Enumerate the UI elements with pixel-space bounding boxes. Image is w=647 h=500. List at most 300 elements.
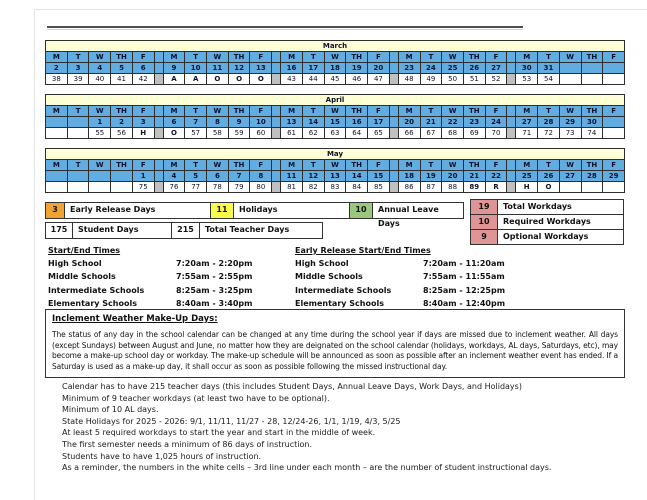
date-cell: 3 [132,117,154,128]
date-cell: 29 [603,171,625,182]
day-header-cell: T [185,52,207,63]
value-cell: H [132,128,154,139]
page-edge-horizontal [34,9,647,10]
value-cell: 54 [538,74,560,85]
date-cell: 4 [163,171,185,182]
date-cell: 1 [89,117,111,128]
date-cell: 6 [163,117,185,128]
value-cell: 46 [346,74,368,85]
value-cell: 71 [516,128,538,139]
day-header-cell: TH [581,106,603,117]
spacer-cell [507,74,516,85]
day-header-cell: TH [228,106,250,117]
day-header-cell: TH [346,160,368,171]
month-table-april [45,94,625,139]
spacer-cell [389,160,398,171]
time-value: 7:55am - 11:55am [423,272,505,282]
day-header-cell: F [603,52,625,63]
date-cell: 27 [559,171,581,182]
day-header-cell: M [46,160,68,171]
note-line: Students have to have 1,025 hours of instruction. [62,451,262,461]
legend-label: Student Days [78,225,139,234]
date-cell: 28 [581,171,603,182]
spacer-cell [272,52,281,63]
day-header-cell: M [281,160,303,171]
legend-row [471,215,623,230]
legend-count: 10 [471,215,498,229]
legend-count: 19 [471,200,498,214]
value-cell [67,182,89,193]
day-header-cell: TH [228,52,250,63]
date-cell: 16 [281,63,303,74]
day-header-cell: W [207,160,229,171]
note-line: The first semester needs a minimum of 86 days of instruction. [62,439,312,449]
date-cell: 19 [346,63,368,74]
value-cell [111,182,133,193]
legend-label: Holidays [239,205,278,214]
spacer-cell [389,106,398,117]
time-value: 7:20am - 2:20pm [176,259,253,268]
value-cell: 49 [420,74,442,85]
time-row [295,273,595,282]
day-header-row [46,52,625,63]
date-cell: 22 [442,117,464,128]
early-release-times-title: Early Release Start/End Times [295,246,431,255]
date-cell: 23 [463,117,485,128]
spacer-cell [272,106,281,117]
date-cell [603,63,625,74]
legend-row [471,230,623,244]
value-cell: 85 [368,182,390,193]
school-label: High School [48,259,102,268]
spacer-cell [154,63,163,74]
value-cell: 40 [89,74,111,85]
date-cell: 20 [368,63,390,74]
value-cell: 38 [46,74,68,85]
time-value: 8:25am - 12:25pm [423,285,506,295]
date-cell: 2 [46,63,68,74]
date-cell: 4 [89,63,111,74]
start-end-times-section [48,246,288,314]
value-cell: 87 [420,182,442,193]
spacer-cell [507,171,516,182]
date-cell: 7 [228,171,250,182]
date-cell: 21 [463,171,485,182]
page-edge-vertical [34,9,35,500]
day-header-cell: M [516,160,538,171]
value-cell: 70 [485,128,507,139]
day-header-cell: T [302,52,324,63]
calendar-may [45,148,625,193]
note-line: Minimum of 10 AL days. [62,405,159,415]
date-cell: 8 [207,117,229,128]
time-value: 8:40am - 12:40pm [423,299,506,309]
legend-count: 175 [46,223,73,238]
inclement-weather-body: The status of any day in the school calendar can be changed at any time during the school year if days are missed due to inclement weather. All days (except Sundays) between August and June, no matter how they are deignated on the school calendar (holidays, workdays, AL days, Saturdays, etc), may become a make-up school day or workday. The make-up schedule will be announced as soon as possible after an inclement weather event has ended. If a Saturday is used as a make-up day, it shall occur as soon as possible following the missed instructional day. [52,330,618,371]
time-row [48,260,288,269]
date-row [46,117,625,128]
date-cell: 3 [67,63,89,74]
date-cell: 12 [228,63,250,74]
spacer-cell [154,182,163,193]
legend-count: 11 [210,203,234,218]
value-cell: 64 [346,128,368,139]
date-cell: 2 [111,117,133,128]
spacer-cell [154,52,163,63]
value-cell [603,182,625,193]
legend-row-day-counts [45,222,323,239]
date-cell: 11 [281,171,303,182]
school-label: Intermediate Schools [48,285,145,295]
value-cell: 43 [281,74,303,85]
day-header-cell: M [516,106,538,117]
value-cell [603,128,625,139]
date-cell: 1 [132,171,154,182]
day-header-cell: M [516,52,538,63]
day-header-cell: M [281,106,303,117]
spacer-cell [154,160,163,171]
date-cell: 13 [250,63,272,74]
note-line: State Holidays for 2025 - 2026: 9/1, 11/11, 11/27 - 28, 12/24-26, 1/1, 1/19, 4/3, 5/25 [62,416,401,426]
day-header-cell: F [250,160,272,171]
day-header-cell: T [538,160,560,171]
value-cell: 60 [250,128,272,139]
time-value: 7:20am - 11:20am [423,259,505,268]
spacer-cell [154,128,163,139]
spacer-cell [507,117,516,128]
date-cell: 24 [420,63,442,74]
month-name: March [46,41,625,52]
day-header-cell: W [89,160,111,171]
date-cell: 7 [185,117,207,128]
school-label: Middle Schools [48,272,116,282]
time-row [48,300,288,309]
value-cell: 80 [250,182,272,193]
month-table-may [45,148,625,193]
day-header-cell: M [398,160,420,171]
date-cell [46,117,68,128]
value-cell: 72 [538,128,560,139]
spacer-cell [272,171,281,182]
time-row [48,287,288,296]
legend-row [471,200,623,215]
spacer-cell [507,182,516,193]
time-row [295,300,595,309]
day-header-cell: T [67,106,89,117]
date-cell: 16 [346,117,368,128]
value-cell: 39 [67,74,89,85]
date-cell: 26 [463,63,485,74]
day-header-cell: T [185,106,207,117]
date-cell: 27 [485,63,507,74]
date-cell [67,117,89,128]
inclement-weather-title: Inclement Weather Make-Up Days: [52,314,218,324]
date-cell [603,117,625,128]
day-header-cell: W [559,52,581,63]
date-cell: 6 [132,63,154,74]
value-cell: O [538,182,560,193]
day-header-cell: T [67,52,89,63]
spacer-cell [272,63,281,74]
value-cell: 61 [281,128,303,139]
day-header-cell: W [324,160,346,171]
legend-label: Total Workdays [503,202,572,211]
date-cell: 17 [368,117,390,128]
value-cell: 78 [207,182,229,193]
spacer-cell [272,182,281,193]
date-cell: 19 [420,171,442,182]
date-cell: 30 [581,117,603,128]
value-cell [89,182,111,193]
school-label: Middle Schools [295,272,363,282]
day-header-cell: T [420,160,442,171]
date-cell: 13 [281,117,303,128]
day-header-cell: TH [346,106,368,117]
day-header-cell: F [368,106,390,117]
spacer-cell [507,63,516,74]
day-header-cell: TH [346,52,368,63]
value-row [46,74,625,85]
date-cell: 17 [302,63,324,74]
day-header-cell: T [420,106,442,117]
value-cell [46,128,68,139]
date-cell: 15 [368,171,390,182]
day-header-cell: F [132,52,154,63]
date-row [46,171,625,182]
value-cell: 53 [516,74,538,85]
value-cell [67,128,89,139]
day-header-cell: W [442,106,464,117]
school-label: High School [295,259,349,268]
day-header-cell: TH [581,160,603,171]
value-cell: A [163,74,185,85]
date-cell: 8 [250,171,272,182]
value-cell: 57 [185,128,207,139]
value-row [46,182,625,193]
date-cell [559,63,581,74]
spacer-cell [154,171,163,182]
date-cell: 11 [207,63,229,74]
date-row [46,63,625,74]
spacer-cell [272,117,281,128]
day-header-cell: W [324,106,346,117]
spacer-cell [507,106,516,117]
spacer-cell [154,74,163,85]
day-header-cell: M [46,106,68,117]
value-cell: O [163,128,185,139]
date-cell: 29 [559,117,581,128]
date-cell: 10 [250,117,272,128]
spacer-cell [507,128,516,139]
value-cell: 44 [302,74,324,85]
date-cell: 26 [538,171,560,182]
day-header-cell: T [420,52,442,63]
value-cell [603,74,625,85]
value-cell: 75 [132,182,154,193]
legend-row-day-types [45,202,464,228]
date-cell: 30 [516,63,538,74]
legend-count: 10 [349,203,373,218]
value-cell: O [250,74,272,85]
day-header-cell: F [250,106,272,117]
day-header-cell: F [250,52,272,63]
date-cell: 14 [302,117,324,128]
day-header-cell: W [559,160,581,171]
value-cell [46,182,68,193]
value-cell: H [516,182,538,193]
time-row [295,260,595,269]
day-header-cell: T [302,106,324,117]
value-cell: 82 [302,182,324,193]
value-cell: 68 [442,128,464,139]
value-cell: 73 [559,128,581,139]
value-cell [581,74,603,85]
day-header-cell: T [302,160,324,171]
early-release-times-rows [295,260,595,309]
date-cell: 12 [302,171,324,182]
spacer-cell [272,74,281,85]
date-cell [111,171,133,182]
date-cell: 18 [398,171,420,182]
spacer-cell [389,182,398,193]
spacer-cell [154,106,163,117]
note-line: As a reminder, the numbers in the white cells – 3rd line under each month – are the number of student instructional days. [62,463,552,473]
calendar-march [45,40,625,85]
date-cell: 20 [398,117,420,128]
start-end-times-title: Start/End Times [48,246,121,255]
value-cell: 41 [111,74,133,85]
date-cell: 23 [398,63,420,74]
date-cell: 20 [442,171,464,182]
value-cell [559,182,581,193]
date-cell: 21 [420,117,442,128]
spacer-cell [507,52,516,63]
month-table-march [45,40,625,85]
date-cell [89,171,111,182]
value-cell [559,74,581,85]
school-label: Elementary Schools [48,299,137,309]
value-cell: O [228,74,250,85]
day-header-cell: W [442,160,464,171]
value-cell: 62 [302,128,324,139]
value-cell: 79 [228,182,250,193]
spacer-cell [389,171,398,182]
day-header-cell: M [398,106,420,117]
spacer-cell [154,117,163,128]
value-cell: 83 [324,182,346,193]
day-header-cell: M [46,52,68,63]
value-cell [581,182,603,193]
date-cell [581,63,603,74]
value-cell: 65 [368,128,390,139]
date-cell: 9 [228,117,250,128]
day-header-cell: M [163,160,185,171]
spacer-cell [507,160,516,171]
day-header-cell: W [207,106,229,117]
spacer-cell [389,117,398,128]
spacer-cell [389,128,398,139]
spacer-cell [389,52,398,63]
day-header-cell: F [485,52,507,63]
date-cell [67,171,89,182]
value-cell: O [207,74,229,85]
legend-label: Optional Workdays [503,232,589,241]
value-cell: 77 [185,182,207,193]
value-cell: 89 [463,182,485,193]
value-cell: 66 [398,128,420,139]
day-header-cell: F [603,160,625,171]
date-cell: 14 [346,171,368,182]
date-cell: 27 [516,117,538,128]
date-cell: 6 [207,171,229,182]
note-line: Minimum of 9 teacher workdays (at least two have to be optional). [62,393,330,403]
value-cell: 67 [420,128,442,139]
inclement-weather-box [45,309,625,378]
note-line: At least 5 required workdays to start the year and start in the middle of week. [62,428,376,438]
day-header-cell: TH [463,52,485,63]
value-cell: R [485,182,507,193]
day-header-cell: W [89,52,111,63]
day-header-cell: F [485,106,507,117]
value-cell: 69 [463,128,485,139]
date-cell: 5 [185,171,207,182]
value-cell: 76 [163,182,185,193]
day-header-cell: TH [463,106,485,117]
day-header-cell: TH [581,52,603,63]
time-value: 8:40am - 3:40pm [176,299,253,309]
day-header-cell: F [368,52,390,63]
value-cell: 55 [89,128,111,139]
value-cell: 59 [228,128,250,139]
day-header-cell: TH [111,52,133,63]
note-line: Calendar has to have 215 teacher days (this includes Student Days, Annual Leave Days, Work Days, and Holidays) [62,382,522,391]
time-value: 8:25am - 3:25pm [176,285,253,295]
value-cell: 47 [368,74,390,85]
value-cell: 45 [324,74,346,85]
legend-count: 3 [46,203,65,218]
day-header-cell: W [324,52,346,63]
day-header-row [46,160,625,171]
day-header-cell: M [398,52,420,63]
date-cell: 5 [111,63,133,74]
value-cell: 58 [207,128,229,139]
spacer-cell [272,128,281,139]
day-header-cell: TH [111,160,133,171]
legend-count: 215 [171,223,200,238]
value-cell: 84 [346,182,368,193]
date-cell: 9 [163,63,185,74]
legend-label: Total Teacher Days [205,225,290,234]
value-cell: 63 [324,128,346,139]
day-header-cell: W [89,106,111,117]
month-name: May [46,149,625,160]
day-header-cell: F [132,160,154,171]
date-cell: 24 [485,117,507,128]
value-cell: 42 [132,74,154,85]
value-cell: 48 [398,74,420,85]
day-header-cell: T [67,160,89,171]
date-cell: 15 [324,117,346,128]
value-cell: 86 [398,182,420,193]
day-header-cell: F [603,106,625,117]
date-cell: 28 [538,117,560,128]
day-header-cell: F [368,160,390,171]
day-header-cell: TH [463,160,485,171]
day-header-cell: W [442,52,464,63]
day-header-cell: F [485,160,507,171]
value-cell: 88 [442,182,464,193]
spacer-cell [272,160,281,171]
